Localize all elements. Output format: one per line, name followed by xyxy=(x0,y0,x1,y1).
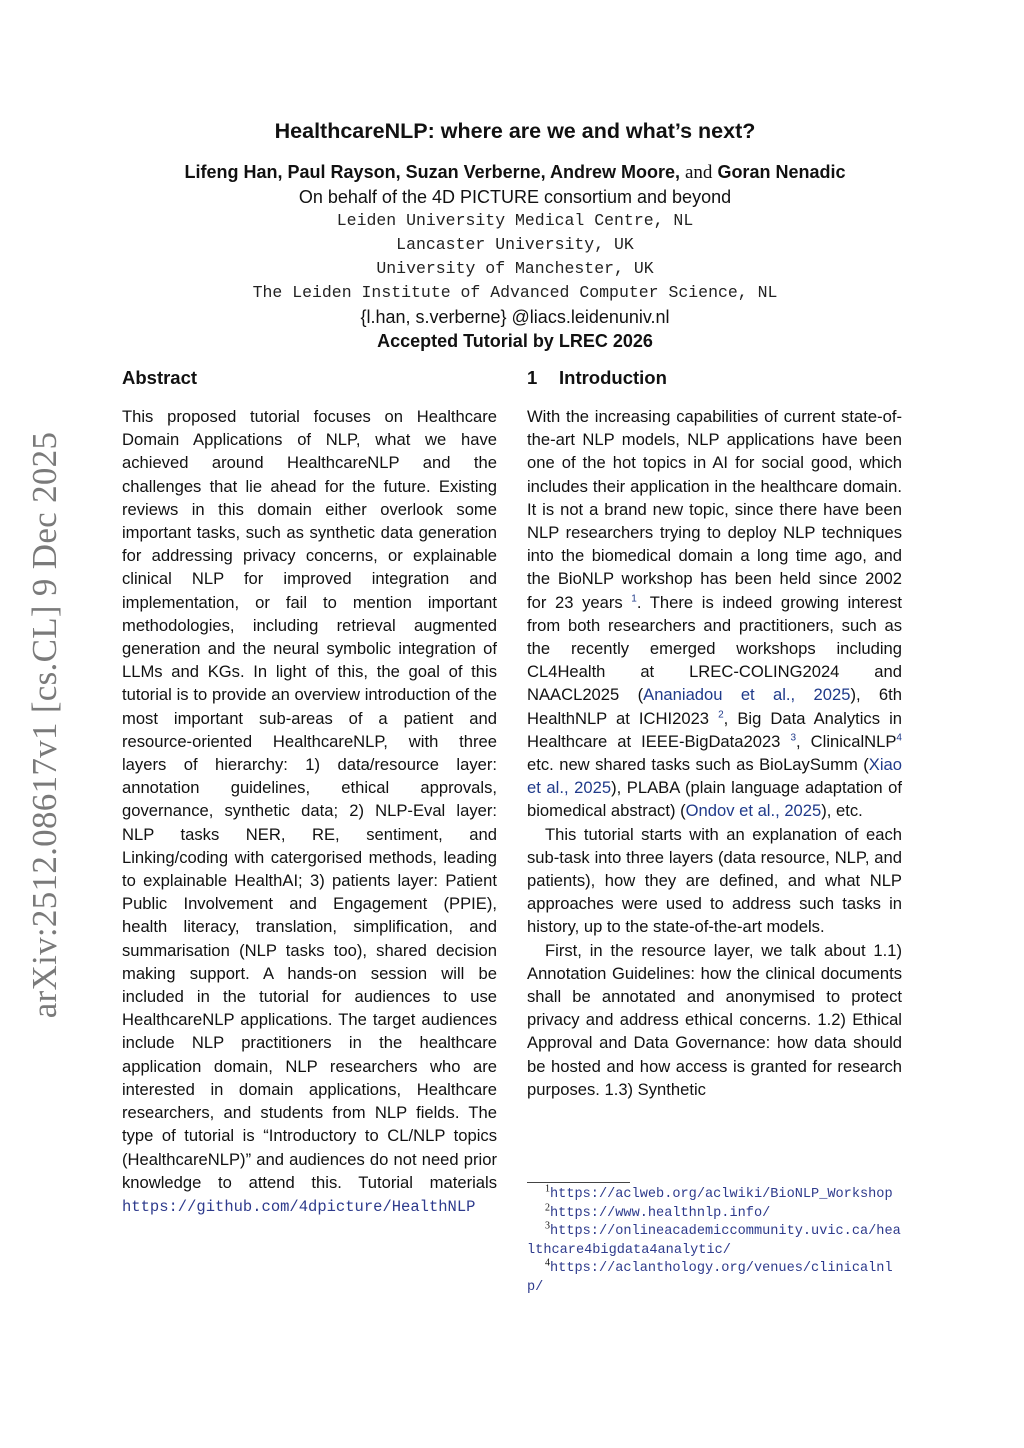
author-list xyxy=(100,160,930,185)
intro-text: etc. new shared tasks such as BioLaySumm ( xyxy=(527,755,869,775)
acceptance-note: Accepted Tutorial by LREC 2026 xyxy=(377,331,653,351)
footnote-divider xyxy=(527,1182,630,1183)
intro-paragraph-1 xyxy=(527,405,902,823)
paper-title: HealthcareNLP: where are we and what’s next? xyxy=(274,119,756,143)
footnote-ref-3[interactable]: 3 xyxy=(790,732,797,744)
citation-ananiadou[interactable]: Ananiadou et al., 2025 xyxy=(643,685,851,705)
author-emails: {l.han, s.verberne} @liacs.leidenuniv.nl xyxy=(360,307,670,327)
abstract-body xyxy=(122,405,497,1219)
footnote-1 xyxy=(527,1183,902,1205)
authors-main: Lifeng Han, Paul Rayson, Suzan Verberne, Andrew Moore, xyxy=(184,162,680,182)
introduction-column xyxy=(527,365,902,1101)
abstract-heading: Abstract xyxy=(122,367,198,388)
affiliation-2: Lancaster University, UK xyxy=(396,235,634,254)
footnote-ref-4[interactable]: 4 xyxy=(896,732,902,744)
tutorial-materials-link[interactable]: https://github.com/4dpicture/HealthNLP xyxy=(122,1197,476,1216)
arxiv-identifier-stamp[interactable]: arXiv:2512.08617v1 [cs.CL] 9 Dec 2025 xyxy=(25,431,64,1019)
footnote-2 xyxy=(527,1202,902,1224)
footnote-mark: 1 xyxy=(545,1183,550,1195)
intro-text: With the increasing capabilities of current state-of-the-art NLP models, NLP applications have been one of the hot topics in AI for social good, which includes their application in the healthcare domain. It is not a brand new topic, since there have been NLP researchers trying to deploy NLP techniques into the biomedical domain a long time ago, and the BioNLP workshop has been held since 2002 for 23 years xyxy=(527,407,902,612)
footnote-mark: 2 xyxy=(545,1202,550,1214)
intro-text: ), 6th HealthNLP at ICHI2023 xyxy=(527,685,902,728)
footnote-link[interactable]: https://onlineacademiccommunity.uvic.ca/healthcare4bigdata4analytic/ xyxy=(527,1224,901,1258)
paper-header xyxy=(100,116,930,353)
intro-text: , ClinicalNLP xyxy=(796,731,897,751)
footnote-link[interactable]: https://aclanthology.org/venues/clinicalnlp/ xyxy=(527,1261,893,1295)
intro-paragraph-2: This tutorial starts with an explanation of each sub-task into three layers (data resource, NLP, and patients), how they are defined, and what NLP approaches were used to address such tasks in history, up to the state-of-the-art models. xyxy=(527,824,902,937)
footnote-link[interactable]: https://www.healthnlp.info/ xyxy=(550,1205,771,1221)
intro-text: , Big Data Analytics in Healthcare at IEEE-BigData2023 xyxy=(527,708,902,751)
intro-paragraph-3: First, in the resource layer, we talk about 1.1) Annotation Guidelines: how the clinical documents shall be annotated and anonymised to protect privacy and address ethical concerns. 1.2) Ethical Approval and Data Governance: how data should be hosted and how access is granted for research purposes. 1.3) Synthetic xyxy=(527,940,902,1099)
authors-last: Goran Nenadic xyxy=(717,162,846,182)
section-title: Introduction xyxy=(559,367,667,388)
footnote-ref-1[interactable]: 1 xyxy=(631,593,637,605)
intro-text: ), etc. xyxy=(821,801,863,821)
citation-ondov[interactable]: Ondov et al., 2025 xyxy=(685,801,822,821)
footnote-mark: 4 xyxy=(545,1257,550,1269)
intro-text: ), PLABA (plain language adaptation of biomedical abstract) ( xyxy=(527,778,902,821)
footnote-4 xyxy=(527,1257,902,1297)
authors-and: and xyxy=(684,162,713,183)
affiliation-3: University of Manchester, UK xyxy=(376,259,654,278)
footnote-mark: 3 xyxy=(545,1220,550,1232)
affiliation-4: The Leiden Institute of Advanced Computer Science, NL xyxy=(252,283,778,302)
intro-text: . There is indeed growing interest from both researchers and practitioners, such as the recently emerged workshops including CL4Health at LREC-COLING2024 and NAACL2025 ( xyxy=(527,592,902,705)
footnote-link[interactable]: https://aclweb.org/aclwiki/BioNLP_Workshop xyxy=(550,1187,893,1202)
footnote-ref-2[interactable]: 2 xyxy=(718,709,724,721)
citation-xiao[interactable]: Xiao et al., 2025 xyxy=(527,755,902,798)
affiliation-1: Leiden University Medical Centre, NL xyxy=(336,211,694,230)
consortium-line: On behalf of the 4D PICTURE consortium and beyond xyxy=(298,187,732,207)
abstract-column xyxy=(122,365,497,1219)
introduction-heading xyxy=(527,365,902,391)
footnotes xyxy=(527,1182,902,1298)
section-number: 1 xyxy=(527,367,538,388)
abstract-text: This proposed tutorial focuses on Healthcare Domain Applications of NLP, what we have achieved around HealthcareNLP and the challenges that lie ahead for the future. Existing reviews in this domain either overlook some important tasks, such as synthetic data generation for addressing privacy concerns, or explainable clinical NLP for improved integration and implementation, or fail to mention important methodologies, including retrieval augmented generation and the neural symbolic integration of LLMs and KGs. In light of this, the goal of this tutorial is to provide an overview introduction of the most important sub-areas of a patient and resource-oriented HealthcareNLP, with three layers of hierarchy: 1) data/resource layer: annotation guidelines, ethical approvals, governance, synthetic data; 2) NLP-Eval layer: NLP tasks NER, RE, sentiment, and Linking/coding with catergorised methods, leading to explainable HealthAI; 3) patients layer: Patient Public Involvement and Engagement (PPIE), health literacy, translation, simplification, and summarisation (NLP tasks too), shared decision making support. A hands-on session will be included in the tutorial for audiences to use HealthcareNLP applications. The target audiences include NLP practitioners in the healthcare application domain, NLP researchers who are interested in domain applications, Healthcare researchers, and students from NLP fields. The type of tutorial is “Introductory to CL/NLP topics (HealthcareNLP)” and audiences do not need prior knowledge to attend this. Tutorial materials xyxy=(122,407,497,1192)
footnote-3 xyxy=(527,1220,902,1260)
